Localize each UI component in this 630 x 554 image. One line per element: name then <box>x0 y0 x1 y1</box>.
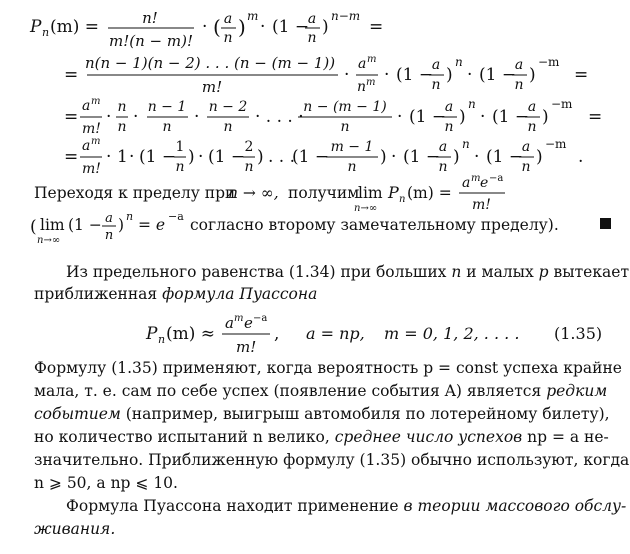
l4-f2-num: 2 <box>244 139 254 155</box>
para2-line1: Формулу (1.35) применяют, когда вероятность p = const успеха крайне <box>34 359 622 377</box>
limit-rhs-e-sup: −a <box>489 173 504 184</box>
formula-1-35 <box>0 310 630 358</box>
para1-line2: приближенная формула Пуассона <box>34 285 318 303</box>
svg-text:·: · <box>480 107 486 127</box>
svg-text:): ) <box>118 216 125 234</box>
limit-paren-expr: (1 − <box>68 216 102 234</box>
l3-n-den: n <box>117 119 127 135</box>
svg-text:·: · <box>397 107 403 127</box>
one-minus: (1 − <box>272 17 310 37</box>
l3-mfact: m! <box>82 121 101 137</box>
limit-lim: lim <box>358 184 383 202</box>
a-num: a <box>223 11 233 27</box>
para2-line2: мала, т. е. сам по себе успех (появление события A) является редким <box>34 382 608 400</box>
l3-n-num: n <box>117 99 127 115</box>
limit-e-sup: −a <box>168 210 184 223</box>
svg-text:−m: −m <box>551 97 573 111</box>
limit-lim-sub: n→∞ <box>354 203 378 214</box>
para2-line6: n ⩾ 50, а np ⩽ 10. <box>34 474 178 492</box>
l3-dots: · . . . · <box>255 107 304 127</box>
am-sup: m <box>367 54 377 65</box>
svg-text:·: · <box>106 147 112 167</box>
l3-f4-num: n − (m − 1) <box>303 99 387 115</box>
svg-text:n: n <box>521 159 531 175</box>
l4-one: 1 <box>117 147 128 167</box>
eq-start-4: = <box>64 147 79 167</box>
svg-text:): ) <box>459 107 466 127</box>
svg-text:a: a <box>438 139 448 155</box>
limit-paragraph <box>0 172 630 246</box>
svg-text:·: · <box>391 147 397 167</box>
l3-f2-num: n − 1 <box>147 99 187 115</box>
eq-start-2: = <box>64 65 79 85</box>
svg-text:a: a <box>105 211 113 226</box>
limit-rhs-e: e <box>480 175 489 191</box>
limit-text3: согласно второму замечательному пределу). <box>190 216 559 234</box>
f135-a-eq: a = np, <box>306 324 365 343</box>
svg-text:(1 −: (1 − <box>409 107 447 127</box>
svg-text:·: · <box>384 65 390 85</box>
svg-text:n: n <box>175 159 185 175</box>
limit-Psub: n <box>399 194 406 205</box>
derivation-line-2 <box>0 52 630 96</box>
svg-text:): ) <box>529 65 536 85</box>
limit-open: ( <box>30 217 37 237</box>
f135-P: P <box>146 324 158 344</box>
f135-num-sup: m <box>234 313 244 324</box>
eq-end-2: = <box>574 65 589 85</box>
svg-text:·: · <box>198 147 204 167</box>
f135-Psub: n <box>158 333 166 346</box>
para2-line5: значительно. Приближенную формулу (1.35) обычно используют, когда <box>34 451 630 469</box>
frac-den: m!(n − m)! <box>109 32 193 50</box>
l3-am-sup: m <box>91 96 101 107</box>
svg-text:): ) <box>446 65 453 85</box>
svg-text:n: n <box>468 97 476 111</box>
l3-f2-den: n <box>162 119 172 135</box>
dot-2: · <box>260 17 266 37</box>
svg-text:n: n <box>347 159 357 175</box>
eq-end-3: = <box>588 107 603 127</box>
svg-text:): ) <box>380 147 387 167</box>
svg-text:n: n <box>438 159 448 175</box>
nm-sup: m <box>366 77 376 88</box>
svg-text:(1 −: (1 − <box>292 147 330 167</box>
paren-close: ) <box>238 15 246 39</box>
f135-num: a <box>225 314 234 332</box>
limit-pow-n: n <box>126 210 134 223</box>
eq-start-3: = <box>64 107 79 127</box>
para3-line1: Формула Пуассона находит применение в теории массового обслу- <box>66 497 627 515</box>
l3-f3-den: n <box>223 119 233 135</box>
l3-f4-den: n <box>340 119 350 135</box>
svg-text:): ) <box>542 107 549 127</box>
svg-text:−m: −m <box>545 137 567 151</box>
svg-text:(1 −: (1 − <box>486 147 524 167</box>
svg-text:(1 −: (1 − <box>403 147 441 167</box>
eq-end-1: = <box>369 17 384 37</box>
a-num-2: a <box>307 11 317 27</box>
svg-text:n: n <box>514 77 524 93</box>
frac-num-2: n(n − 1)(n − 2) . . . (n − (m − 1)) <box>84 54 336 72</box>
l3-am: a <box>82 98 91 114</box>
limit-rhs-num: a <box>462 175 471 191</box>
dot-1: · <box>202 17 208 37</box>
svg-text:m!: m! <box>82 161 101 177</box>
limit-n-to-inf: n → ∞, <box>228 184 279 202</box>
exp-neg-m: −m <box>538 55 560 69</box>
lhs-P: P <box>30 17 42 37</box>
limit-text1: Переходя к пределу при <box>34 184 236 202</box>
am-num: a <box>358 56 367 72</box>
para3-line2: живания. <box>34 520 116 538</box>
factor1: (1 − <box>396 65 434 85</box>
svg-text:a: a <box>514 57 524 73</box>
f135-comma: , <box>274 324 280 344</box>
exp-n-minus-m: n−m <box>331 9 361 23</box>
svg-text:n: n <box>527 119 537 135</box>
svg-text:·: · <box>106 107 112 127</box>
f135-den: m! <box>236 338 257 356</box>
limit-rhs-num-sup: m <box>471 173 481 184</box>
f135-arg: (m) ≈ <box>166 324 216 344</box>
limit-arg: (m) = <box>407 184 452 202</box>
limit-rhs-den: m! <box>472 197 491 213</box>
para1-line1: Из предельного равенства (1.34) при больших n и малых p вытекает <box>66 263 630 281</box>
l4-dots: . . . <box>268 147 296 167</box>
l4-f3-num: m − 1 <box>330 139 374 155</box>
svg-text:n: n <box>104 228 114 243</box>
svg-text:(1 −: (1 − <box>139 147 177 167</box>
l3-f3-num: n − 2 <box>208 99 248 115</box>
svg-text:n: n <box>462 137 470 151</box>
limit-P: P <box>388 183 399 202</box>
svg-text:(1 −: (1 − <box>492 107 530 127</box>
svg-text:n: n <box>244 159 254 175</box>
svg-text:a: a <box>431 57 441 73</box>
derivation-line-3 <box>0 94 630 138</box>
f135-m-eq: m = 0, 1, 2, . . . . <box>384 324 520 343</box>
paren-open: ( <box>213 15 221 39</box>
limit-lim2-sub: n→∞ <box>37 235 61 246</box>
svg-text:·: · <box>194 107 200 127</box>
l4-end: . <box>578 147 584 167</box>
f135-num-e: e <box>244 314 253 332</box>
svg-text:·: · <box>467 65 473 85</box>
frac-num: n! <box>142 9 158 27</box>
svg-text:·: · <box>133 107 139 127</box>
svg-text:n: n <box>431 77 441 93</box>
svg-text:m: m <box>91 136 101 147</box>
svg-text:a: a <box>521 139 531 155</box>
svg-text:): ) <box>536 147 543 167</box>
svg-text:·: · <box>129 147 135 167</box>
l4-f1-num: 1 <box>175 139 185 155</box>
lhs-arg: (m) = <box>50 17 100 37</box>
f135-eq-number: (1.35) <box>554 324 603 343</box>
svg-text:): ) <box>188 147 195 167</box>
svg-text:a: a <box>527 99 537 115</box>
n-den-2: n <box>307 30 317 46</box>
para2-line4: но количество испытаний n велико, среднее число успехов np = a не- <box>34 428 609 446</box>
limit-lim2: lim <box>40 216 65 234</box>
frac-den-2: m! <box>201 78 223 96</box>
svg-text:·: · <box>474 147 480 167</box>
svg-text:·: · <box>344 65 350 85</box>
svg-text:(1 −: (1 − <box>479 65 517 85</box>
nm-den: n <box>357 79 367 95</box>
derivation-line-1 <box>0 4 630 56</box>
limit-text2: получим <box>288 184 360 202</box>
svg-text:(1 −: (1 − <box>208 147 246 167</box>
limit-eq-e: = e <box>138 216 166 234</box>
f135-num-e-sup: −a <box>253 313 268 324</box>
svg-text:n: n <box>444 119 454 135</box>
lhs-sub: n <box>42 26 50 39</box>
n-den: n <box>223 30 233 46</box>
svg-text:a: a <box>82 138 91 154</box>
svg-text:): ) <box>453 147 460 167</box>
svg-text:): ) <box>257 147 264 167</box>
exp-n: n <box>455 55 463 69</box>
exp-m: m <box>247 9 259 23</box>
svg-text:a: a <box>444 99 454 115</box>
qed-square-icon <box>600 218 611 229</box>
para2-line3: событием (например, выигрыш автомобиля по лотерейному билету), <box>34 405 610 423</box>
paren-close-2: ) <box>322 17 329 37</box>
